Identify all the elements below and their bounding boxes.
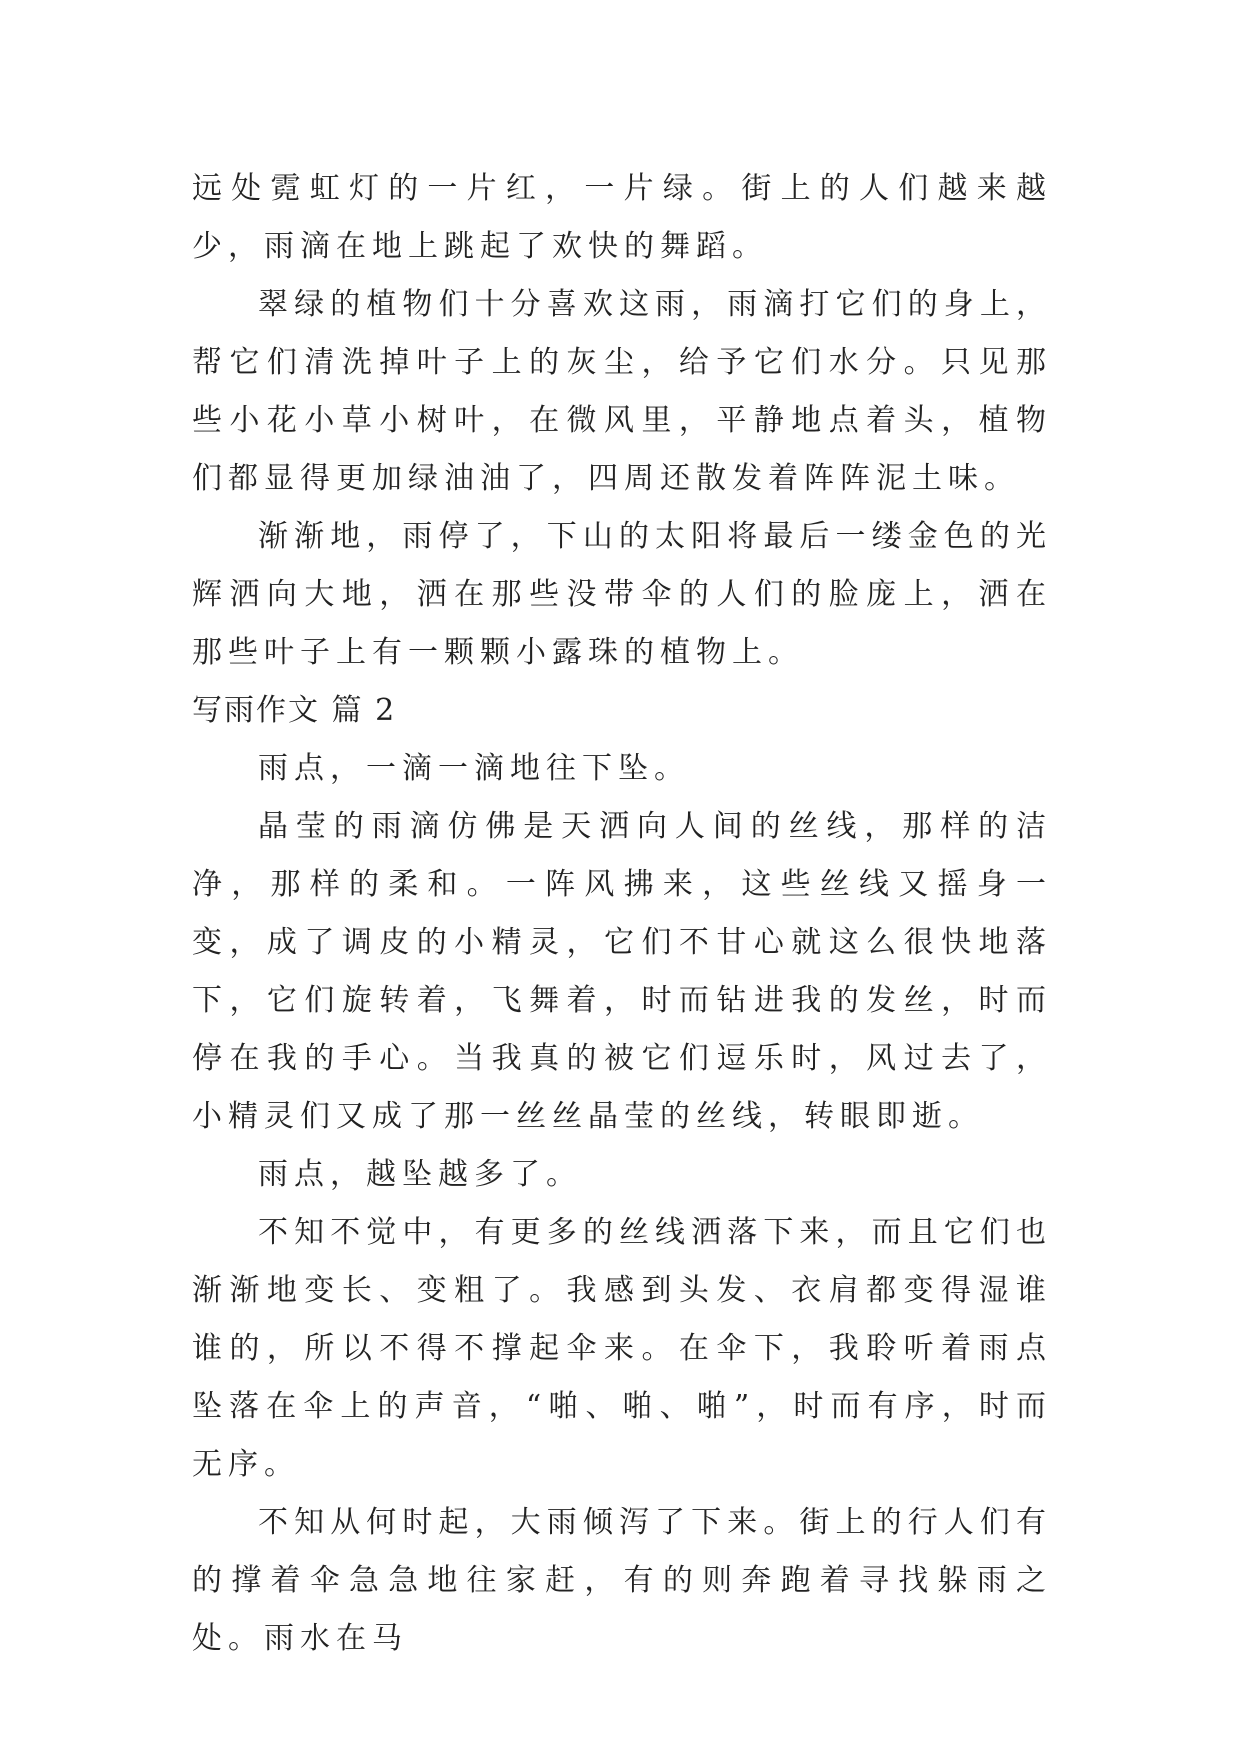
paragraph: 雨点，一滴一滴地往下坠。 bbox=[258, 751, 690, 786]
paragraph: 晶莹的雨滴仿佛是天洒向人间的丝线，那样的洁净，那样的柔和。一阵风拂来，这些丝线又摇身一变，成了调皮的小精灵，它们不甘心就这么很快地落下，它们旋转着，飞舞着，时而钻进我的发丝，时而停在我的手心。当我真的被它们逗乐时，风过去了，小精灵们又成了那一丝丝晶莹的丝线，转眼即逝。 bbox=[192, 809, 1052, 1134]
paragraph: 不知从何时起，大雨倾泻了下来。街上的行人们有的撑着伞急急地往家赶，有的则奔跑着寻找躲雨之处。雨水在马 bbox=[192, 1505, 1052, 1656]
section-heading: 写雨作文 篇 2 bbox=[192, 693, 397, 728]
document-body bbox=[192, 160, 1052, 1668]
paragraph: 雨点，越坠越多了。 bbox=[258, 1157, 582, 1192]
paragraph: 翠绿的植物们十分喜欢这雨，雨滴打它们的身上，帮它们清洗掉叶子上的灰尘，给予它们水分。只见那些小花小草小树叶，在微风里，平静地点着头，植物们都显得更加绿油油了，四周还散发着阵阵泥土味。 bbox=[192, 287, 1052, 496]
paragraph: 不知不觉中，有更多的丝线洒落下来，而且它们也渐渐地变长、变粗了。我感到头发、衣肩都变得湿谁谁的，所以不得不撑起伞来。在伞下，我聆听着雨点坠落在伞上的声音，“啪、啪、啪”，时而有序，时而无序。 bbox=[192, 1215, 1052, 1482]
paragraph: 渐渐地，雨停了，下山的太阳将最后一缕金色的光辉洒向大地，洒在那些没带伞的人们的脸庞上，洒在那些叶子上有一颗颗小露珠的植物上。 bbox=[192, 519, 1052, 670]
paragraph: 远处霓虹灯的一片红，一片绿。街上的人们越来越少，雨滴在地上跳起了欢快的舞蹈。 bbox=[192, 171, 1052, 264]
